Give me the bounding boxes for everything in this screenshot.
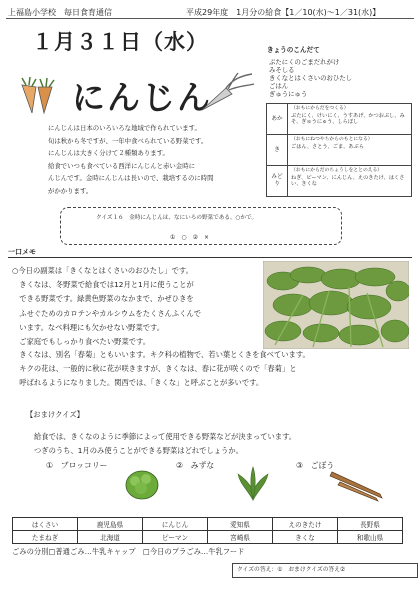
carrot-icon xyxy=(196,72,256,114)
origin-cell: えのきたけ xyxy=(273,518,338,531)
menu-period: 平成29年度 1月分の給食【1／10(水)～1／31(水)】 xyxy=(186,8,381,17)
school-name: 上福島小学校 毎日食育通信 xyxy=(8,8,112,17)
memo-article-continued xyxy=(12,348,412,391)
garbage-sorting-note: ごみの分別□普通ごみ…牛乳キャップ □今日のプラごみ…牛乳フード xyxy=(12,547,245,556)
menu-item: ぶたにくのごまだれがけ xyxy=(269,58,340,66)
origin-cell: 鹿児島県 xyxy=(78,518,143,531)
nutrition-row xyxy=(267,166,412,197)
memo-article xyxy=(12,264,262,349)
nutrition-category: みどり xyxy=(267,166,288,197)
nutrition-heading: （おもにねつやちからのもとになる） xyxy=(291,137,373,142)
memo-line: ○今日の副菜は「きくなとはくさいのおひたし」です。 xyxy=(12,266,193,275)
nutrition-category: き xyxy=(267,135,288,166)
menu-list xyxy=(269,58,352,98)
nutrition-foods xyxy=(288,166,412,197)
memo-line: 呼ばれるようになりました。関西では、「きくな」と呼ぶことが多いです。 xyxy=(12,378,264,388)
intro-line: 給食でいつも食べている西洋にんじんと赤い金時に xyxy=(48,161,195,170)
bonus-quiz-text xyxy=(34,430,404,458)
origin-cell: 愛知県 xyxy=(208,518,273,531)
memo-line: ご家庭でもしっかり食べたい野菜です。 xyxy=(12,337,151,347)
menu-item: ごはん xyxy=(269,82,289,91)
menu-title: きょうのこんだて xyxy=(267,46,320,54)
burdock-root-icon xyxy=(328,468,386,502)
broccoli-icon xyxy=(123,468,161,502)
memo-line: できる野菜です。緑黄色野菜のなかまで、かぜひきを xyxy=(12,294,194,304)
intro-line: にんじんは日本のいろいろな地域で作られています。 xyxy=(48,124,201,132)
menu-item: みそしる xyxy=(269,66,295,75)
intro-line: んじんです。金時にんじんは長いので、栽培するのに時間 xyxy=(48,174,214,183)
bonus-line: つぎのうち、1月のみ使うことができる野菜はどれでしょうか。 xyxy=(34,446,243,456)
origin-table xyxy=(12,517,403,544)
nutrition-row xyxy=(267,104,412,135)
origin-cell: 北海道 xyxy=(78,531,143,544)
bonus-option-mizuna: ② みずな xyxy=(176,461,215,470)
origin-cell: きくな xyxy=(273,531,338,544)
memo-line: きくなは、冬野菜で給食では12月と1月に使うことが xyxy=(12,280,194,290)
origin-cell: 宮崎県 xyxy=(208,531,273,544)
origin-cell: はくさい xyxy=(13,518,78,531)
nutrition-row xyxy=(267,135,412,166)
nutrition-heading: （おもにからだをつくる） xyxy=(291,106,349,111)
mizuna-icon xyxy=(236,466,270,502)
memo-title: 一口メモ xyxy=(8,248,36,256)
intro-line: 旬は秋から冬ですが、一年中食べられている野菜です。 xyxy=(48,136,208,145)
origin-row xyxy=(13,518,403,531)
bonus-option-burdock: ③ ごぼう xyxy=(296,461,335,470)
quiz-options: ① ○ ② × xyxy=(170,234,210,241)
memo-divider xyxy=(8,257,412,258)
bonus-option-broccoli: ① ブロッコリー xyxy=(46,461,108,470)
memo-line: ふせぐためのカロテンやカルシウムをたくさんふくんで xyxy=(12,308,202,318)
nutrition-food-list: ごはん、さとう、ごま、あぶら xyxy=(291,143,364,150)
menu-item: きくなとはくさいのおひたし xyxy=(269,74,353,83)
nutrition-heading: （おもにからだのちょうしをととのえる） xyxy=(291,168,383,173)
nutrition-foods xyxy=(288,104,412,135)
nutrition-table xyxy=(266,103,412,197)
carrot-intro xyxy=(48,122,258,198)
date-title: １月３１日（水） xyxy=(32,30,208,54)
menu-item: ぎゅうにゅう xyxy=(269,90,308,99)
origin-cell: 長野県 xyxy=(338,518,403,531)
origin-cell: にんじん xyxy=(143,518,208,531)
origin-row xyxy=(13,531,403,544)
bonus-line: 給食では、きくなのように季節によって使用できる野菜などが決まっています。 xyxy=(34,432,297,441)
carrot-pair-icon xyxy=(14,77,68,115)
nutrition-food-list: ぶたにく、けいにく、うすあげ、かつおぶし、みそ、ぎゅうにゅう、しらぼし xyxy=(291,112,405,126)
kikuna-photo xyxy=(263,261,409,349)
header-divider xyxy=(6,18,414,19)
nutrition-category: あか xyxy=(267,104,288,135)
nutrition-food-list: ねぎ、ピーマン、にんじん、えのきたけ、はくさい、きくな xyxy=(291,174,405,188)
intro-line: がかかります。 xyxy=(48,186,93,195)
bonus-quiz-title: 【おまけクイズ】 xyxy=(26,410,84,419)
memo-line: キクの花は、一般的に秋に花が咲きますが、きくなは、春に花が咲くので「春菊」と xyxy=(12,364,297,374)
origin-cell: ピーマン xyxy=(143,531,208,544)
intro-line: にんじんは大きく分けて２種類あります。 xyxy=(48,149,169,158)
nutrition-foods xyxy=(288,135,412,166)
origin-cell: たまねぎ xyxy=(13,531,78,544)
page-title: にんじん xyxy=(72,78,212,117)
memo-line: きくなは、別名「春菊」ともいいます。キク科の植物で、若い葉とくきを食べています。 xyxy=(12,350,310,359)
quiz-answer-box: クイズの答え：① おまけクイズの答え② xyxy=(232,563,418,578)
origin-cell: 和歌山県 xyxy=(338,531,403,544)
quiz-question: クイズ１６ 金時にんじんは、なにいろの野菜である。○かで。 xyxy=(96,215,258,221)
memo-line: います。なべ料理にも欠かせない野菜です。 xyxy=(12,322,165,332)
